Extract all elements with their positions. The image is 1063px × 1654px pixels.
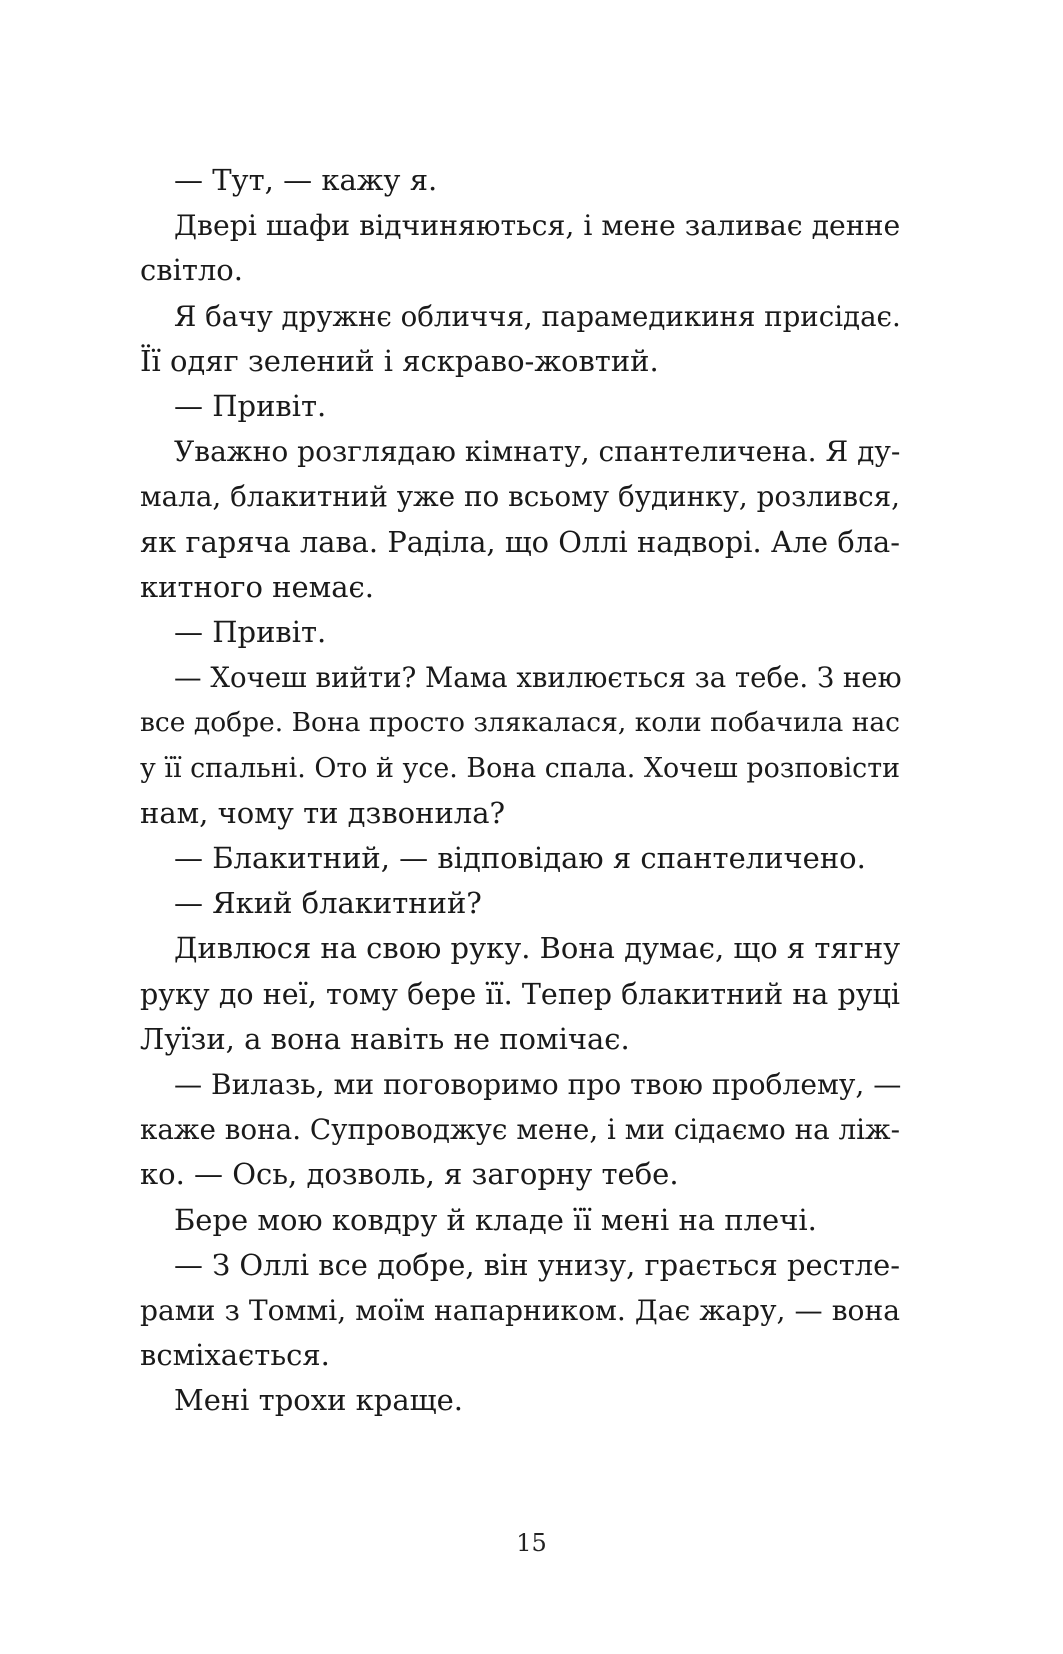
paragraph [140,836,900,881]
text-line: — Хочеш вийти? Мама хвилюється за тебе. З нею [174,661,902,695]
paragraph [140,926,900,1062]
text-line: Дивлюся на свою руку. Вона думає, що я тягну [174,931,901,966]
text-line: нам, чому ти дзвонила? [140,795,506,830]
paragraph [140,294,900,384]
text-line: ко. — Ось, дозволь, я загорну тебе. [140,1157,679,1192]
text-line: — Блакитний, — відповідаю я спантеличено. [174,841,866,876]
text-line: Її одяг зелений і яскраво-жовтий. [140,343,659,378]
text-line: Мені трохи краще. [174,1383,463,1418]
paragraph [140,881,900,926]
text-line: мала, блакитний уже по всьому будинку, розлився, [140,480,900,514]
text-line: світло. [140,253,243,288]
paragraph [140,610,900,655]
text-line: Уважно розглядаю кімнату, спантеличена. Я ду- [174,435,901,469]
text-line: Я бачу дружнє обличчя, парамедикиня присідає. [174,299,901,333]
page-number: 15 [516,1529,547,1557]
text-line: руку до неї, тому бере її. Тепер блакитний на руці [140,977,900,1011]
text-line: як гаряча лава. Раділа, що Оллі надворі. Але бла- [140,524,900,559]
text-line: — Привіт. [174,615,327,650]
paragraph [140,384,900,429]
paragraph [140,429,900,610]
paragraph [140,655,900,836]
paragraph [140,1198,900,1243]
text-line: китного немає. [140,569,374,604]
text-line: — Привіт. [174,389,327,424]
text-line: — Який блакитний? [174,886,482,921]
text-line: рами з Томмі, моїм напарником. Дає жару, — вона [140,1294,900,1328]
text-line: всміхається. [140,1338,330,1373]
paragraph [140,1062,900,1198]
text-line: Луїзи, а вона навіть не помічає. [140,1021,630,1056]
text-line: у її спальні. Ото й усе. Вона спала. Хочеш розповісти [140,752,900,784]
text-line: каже вона. Супроводжує мене, і ми сідаємо на ліж- [140,1113,900,1147]
paragraph [140,1378,900,1423]
text-line: — Вилазь, ми поговоримо про твою проблему, — [174,1068,902,1102]
paragraph [140,1243,900,1379]
paragraph [140,158,900,203]
body-text [140,158,900,1424]
text-line: Двері шафи відчиняються, і мене заливає денне [174,209,901,243]
text-line: — З Оллі все добре, він унизу, грається рестле- [174,1247,900,1282]
text-line: Бере мою ковдру й кладе її мені на плечі. [174,1202,817,1237]
text-line: все добре. Вона просто злякалася, коли побачила нас [140,707,900,739]
text-line: — Тут, — кажу я. [174,163,438,197]
paragraph [140,203,900,293]
